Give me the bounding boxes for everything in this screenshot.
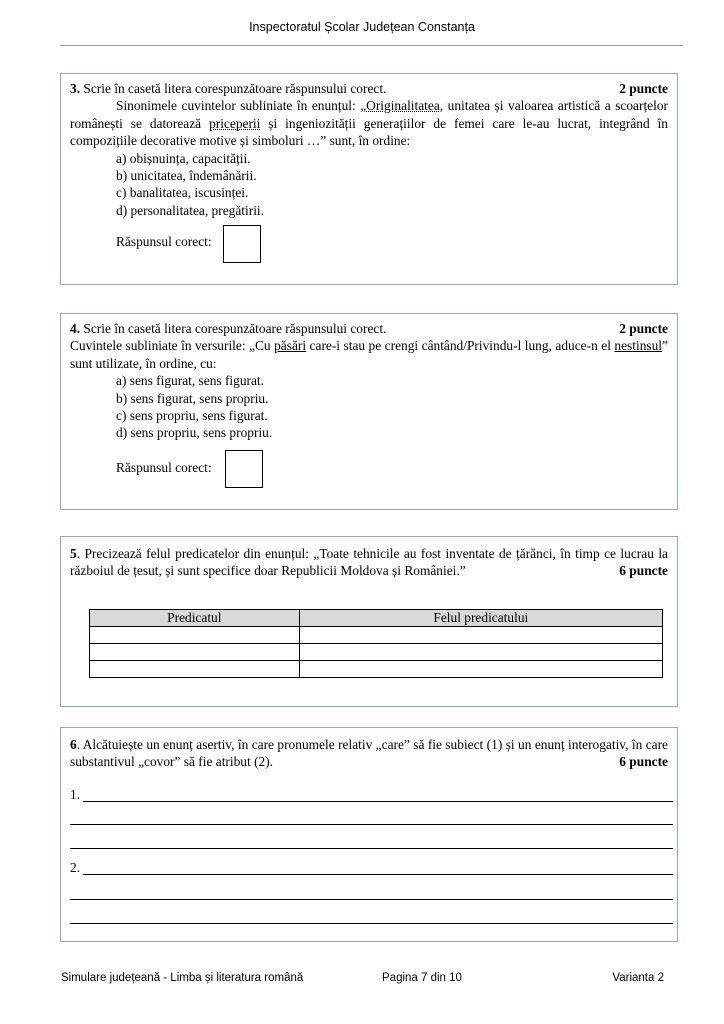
question-6-points: 6 puncte (619, 754, 668, 770)
table-cell[interactable] (90, 644, 300, 661)
predicate-table (89, 609, 663, 678)
footer-page-number: Pagina 7 din 10 (382, 972, 462, 984)
table-header: Predicatul (90, 610, 300, 627)
question-5-number: 5 (70, 546, 77, 561)
question-5-text: . Precizează felul predicatelor din enunțul: „Toate tehnicile au fost inventate de țărănci, în timp ce lucrau la războiul de țesut, și sunt specifice doar Republicii Moldova și României.” (70, 546, 668, 579)
question-4-content (70, 320, 668, 442)
question-5-box (60, 536, 678, 707)
option-a: a) sens figurat, sens figurat. (116, 373, 264, 389)
question-5-content (70, 545, 668, 580)
question-4-box (60, 313, 678, 510)
option-c: c) sens propriu, sens figurat. (116, 408, 268, 424)
footer-left: Simulare județeană - Limba și literatura română (61, 972, 304, 984)
answer-line[interactable] (70, 848, 673, 849)
question-3-options (70, 150, 668, 220)
question-3-content (70, 80, 668, 219)
answer-label: Răspunsul corect: (116, 460, 212, 475)
footer-variant: Varianta 2 (612, 972, 664, 984)
question-6-text: . Alcătuiește un enunț asertiv, în care pronumele relativ „care” să fie subiect (1) și un enunț interogativ, în care substantivul „covor” să fie atribut (2). (70, 737, 668, 770)
table-cell[interactable] (299, 627, 662, 644)
question-4-stem: Cuvintele subliniate în versurile: „Cu păsări care-i stau pe crengi cântând/Privindu-l lung, aduce-n el nestinsul” sunt utilizate, în ordine, cu: (70, 338, 668, 371)
question-5-points: 6 puncte (619, 563, 668, 579)
table-row (90, 627, 663, 644)
underlined-word: priceperii (209, 115, 261, 131)
table-cell[interactable] (299, 644, 662, 661)
underlined-word: nestinsul (614, 338, 663, 354)
answer-box[interactable] (225, 450, 263, 488)
answer-line[interactable] (70, 824, 673, 825)
question-4-options (70, 372, 668, 442)
option-b: b) unicitatea, îndemânării. (116, 168, 257, 184)
table-header-row (90, 610, 663, 627)
table-row (90, 644, 663, 661)
option-b: b) sens figurat, sens propriu. (116, 390, 269, 406)
table-row (90, 661, 663, 678)
option-c: c) banalitatea, iscusinței. (116, 185, 249, 201)
answer-line[interactable] (70, 923, 673, 924)
line-number-1: 1. (70, 787, 81, 802)
option-a: a) obișnuința, capacității. (116, 150, 251, 166)
question-4-instruction: Scrie în casetă litera corespunzătoare răspunsului corect. (83, 321, 387, 336)
question-3-instruction: Scrie în casetă litera corespunzătoare răspunsului corect. (83, 81, 387, 96)
question-6-number: 6 (70, 737, 77, 752)
table-cell[interactable] (299, 661, 662, 678)
question-3-stem: Sinonimele cuvintelor subliniate în enunțul: „Originalitatea, unitatea și valoarea artistică a scoarțelor românești se datorează priceperii și ingeniozității generațiilor de femei care le-au lucrat, integrând în compozițiile decorative motive și simboluri …” sunt, în ordine: (70, 98, 669, 149)
question-6-box (60, 727, 678, 942)
question-6-content (70, 736, 668, 771)
table-cell[interactable] (90, 661, 300, 678)
answer-line[interactable] (83, 874, 673, 875)
underlined-word: păsări (274, 338, 307, 354)
answer-line[interactable] (70, 899, 673, 900)
table-header: Felul predicatului (299, 610, 662, 627)
answer-label: Răspunsul corect: (116, 234, 212, 249)
question-4-points: 2 puncte (619, 321, 668, 336)
question-4-number: 4. (70, 321, 81, 336)
page-header: Inspectoratul Școlar Județean Constanța (249, 20, 475, 34)
underlined-word: Originalitatea (366, 98, 440, 114)
question-3-number: 3. (70, 81, 81, 96)
option-d: d) sens propriu, sens propriu. (116, 425, 273, 441)
answer-line[interactable] (83, 801, 673, 802)
option-d: d) personalitatea, pregătirii. (116, 202, 264, 218)
table-cell[interactable] (90, 627, 300, 644)
line-number-2: 2. (70, 860, 81, 875)
question-3-points: 2 puncte (619, 81, 668, 96)
answer-box[interactable] (223, 225, 261, 263)
question-3-box (60, 73, 678, 285)
header-divider (60, 45, 683, 46)
